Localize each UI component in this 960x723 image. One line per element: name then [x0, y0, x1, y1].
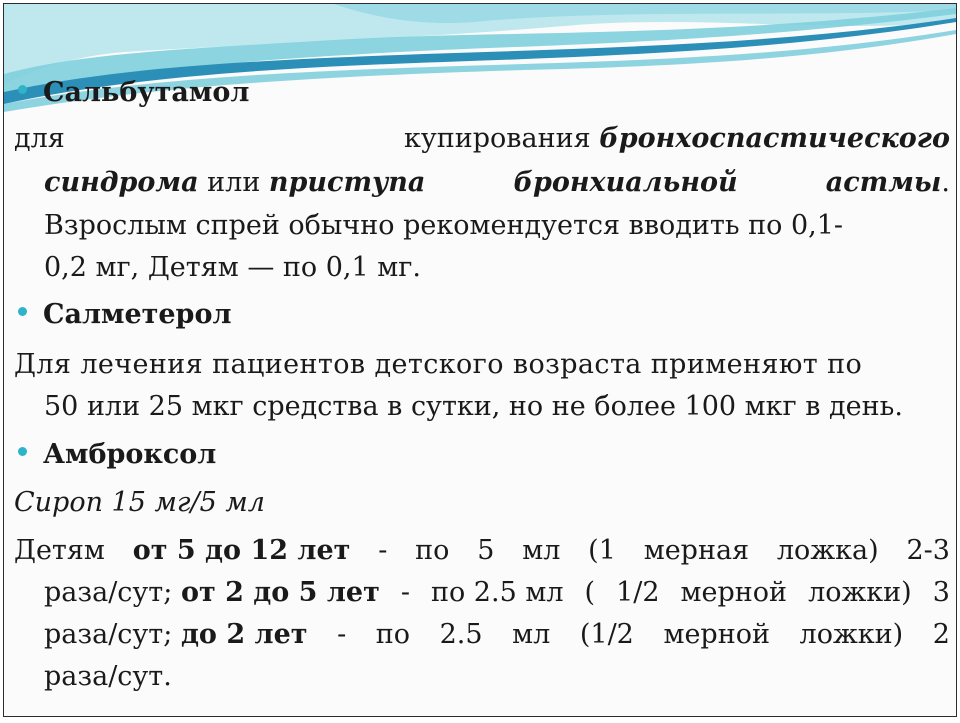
text: 2	[932, 619, 950, 650]
text: 1/2	[616, 577, 660, 608]
salmeterol-line-2: 50 или 25 мкг средства в сутки, но не более 100 мкг в день.	[44, 391, 903, 422]
age-range: до 2 лет	[180, 619, 308, 650]
emphasis-text: бронхоспастического	[599, 123, 950, 154]
text: (1/2	[579, 619, 634, 650]
ambroxol-line-2	[44, 572, 950, 614]
bullet-icon	[18, 307, 27, 316]
text: 3	[932, 577, 950, 608]
text: мерной	[663, 619, 770, 650]
text: ложки)	[808, 577, 912, 608]
text: купирования	[404, 123, 591, 154]
ambroxol-line-1	[14, 530, 950, 572]
salmeterol-line-1: Для лечения пациентов детского возраста применяют по	[14, 349, 863, 380]
text: по	[375, 619, 411, 650]
drug-name: Сальбутамол	[43, 77, 250, 108]
text: по	[415, 535, 450, 566]
text: мерной	[680, 577, 788, 608]
text: раза/сут;	[44, 577, 173, 608]
text: -	[378, 535, 388, 566]
text: Детям	[14, 535, 105, 566]
text: или	[207, 167, 261, 198]
text: .	[941, 167, 950, 198]
text: мерная	[643, 535, 750, 566]
text: -	[400, 577, 410, 608]
text: мл	[522, 535, 561, 566]
emphasis-text: приступа	[268, 167, 426, 198]
emphasis-text: синдрома	[44, 167, 199, 198]
salbutamol-line-2	[44, 162, 950, 204]
drug-name: Салметерол	[43, 299, 232, 330]
text: для	[14, 123, 65, 154]
age-range: от 5 до 12 лет	[132, 535, 351, 566]
text: ложка)	[776, 535, 879, 566]
drug-heading-salmeterol	[18, 294, 232, 336]
text: (1	[588, 535, 616, 566]
drug-name: Амброксол	[43, 439, 217, 470]
drug-heading-ambroxol	[18, 434, 216, 476]
text: раза/сут;	[44, 619, 173, 650]
text: (	[584, 577, 596, 608]
text: 2-3	[906, 535, 950, 566]
slide	[3, 3, 957, 717]
drug-heading-salbutamol	[18, 72, 249, 114]
salbutamol-line-1	[14, 118, 950, 160]
text: -	[337, 619, 347, 650]
ambroxol-line-4: раза/сут.	[44, 661, 172, 692]
text: по 2.5 мл	[430, 577, 564, 608]
bullet-icon	[18, 447, 27, 456]
text: ложки)	[799, 619, 904, 650]
emphasis-text: астмы	[825, 167, 942, 198]
salbutamol-line-4: 0,2 мг, Детям — по 0,1 мг.	[44, 252, 421, 283]
syrup-dosage: Сироп 15 мг/5 мл	[14, 487, 265, 518]
text: 2.5	[439, 619, 483, 650]
salbutamol-line-3: Взрослым спрей обычно рекомендуется вводить по 0,1-	[44, 210, 844, 241]
bullet-icon	[18, 85, 27, 94]
emphasis-text: бронхиальной	[513, 167, 738, 198]
text: мл	[512, 619, 551, 650]
ambroxol-line-3	[44, 614, 950, 656]
text: 5	[477, 535, 495, 566]
age-range: от 2 до 5 лет	[180, 577, 380, 608]
